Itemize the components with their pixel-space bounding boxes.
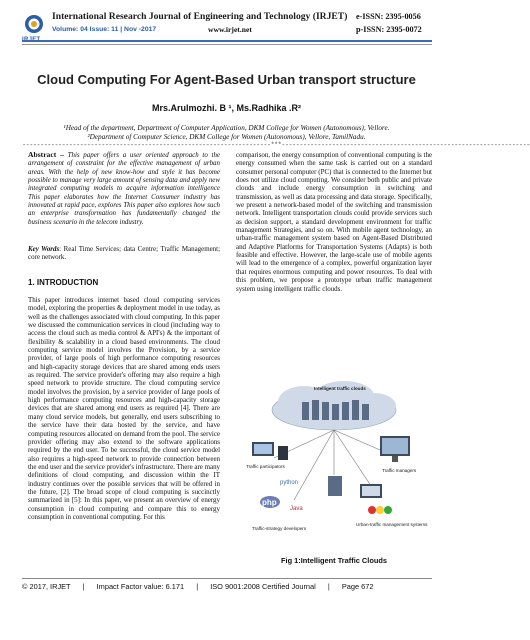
affiliation-1: ¹Head of the department, Department of Computer Application, DKM College for Women (Autonomous), Vellore.	[63, 124, 390, 132]
volume-line: Volume: 04 Issue: 11 | Nov -2017	[52, 26, 157, 33]
affiliation-2: ²Department of Computer Science, DKM College for Women (Autonomous), Vellore, TamilNadu.	[87, 133, 366, 141]
section-separator: ---------------------------------------------------------------------***---------------------------------------------------------------------	[22, 142, 530, 150]
paper-authors: Mrs.Arulmozhi. B ¹, Ms.Radhika .R²	[151, 103, 301, 113]
python-logo-label: python	[280, 480, 299, 486]
abstract-label: Abstract –	[28, 150, 64, 159]
irjet-logo	[24, 14, 44, 34]
footer-page: Page 672	[341, 582, 374, 591]
header-rule	[22, 40, 432, 42]
e-issn: e-ISSN: 2395-0056	[356, 12, 421, 21]
intelligent-traffic-clouds-figure	[244, 380, 428, 540]
clouds-label: Intelligent traffic clouds	[314, 386, 366, 391]
footer	[22, 582, 432, 591]
intro-text: This paper introduces internet based cloud computing services model, exploring the properties & deployment model in use today, as well as the challenges associated with cloud computing. In this paper we discussed the communication services in cloud (including way to access the cloud such as media control & API's) & the important of flexibility & scalability in a cloud based environments. The cloud computing service model involves the Provision, by a service provider, of large pools of high performance computing resources and high-capacity storage devices that are shared among ends users as required. The service provider's offering may also require a high speed network to provide structure. The cloud computing service model involves the provision, by a service provider of large pools of high performance computing resources and high-capacity storage devices that are shared among end users as required [4]. There are many cloud service models, but generally, end users subscribing to the service have their data hosted by the service, and have computing resources allocated on demand from the pool. The service provider offering may also extend to the software applications required by the end user. To be successful, the cloud service model also requires a high-speed network to provide connection between the end user and the service provider's infrastructure. There are many definitions of cloud computing, and discussion within the IT industry continues over the possible services that will be offered in the future, [2]. The broad scope of cloud computing is succinctly summarized in [5]: In this paper, we present an overview of energy consumption in cloud computing and compare this to energy consumption in conventional computing. For this	[28, 296, 221, 521]
footer-impact: Impact Factor value: 6.171	[96, 582, 185, 591]
right-column-text: comparison, the energy consumption of conventional computing is the energy consumed when the same task is carried out on a standard consumer personal computer (PC) that is connected to the Internet but does not utilize cloud computing. We consider both public and private clouds and include energy consumption in switching and transmission, as well as data processing and data storage. Specifically, we present a network-based model of the switching and transmission network. Intelligent transportation clouds could provide services such as decision support, a standard development environment for traffic management Strategies, and so on. With mobile agent technology, an urban-traffic management system based on Agent-Based Distributed and Adaptive Platforms for Transportation Systems (Adapts) is both feasible and effective. However, the large-scale use of mobile agents will lead to the emergence of a complex, powerful organization layer that requires enormous computing and power resources. To deal with this problem, we propose a prototype urban traffic management system using intelligent traffic clouds.	[236, 151, 432, 293]
managers-label: Traffic managers	[382, 468, 417, 473]
footer-sep-3: |	[327, 582, 330, 591]
intro-heading: 1. INTRODUCTION	[28, 278, 99, 287]
footer-copyright: © 2017, IRJET	[22, 582, 71, 591]
abstract-text: This paper offers a user oriented approach to the arrangement of constraint for the effective management of urban areas. With the help of new know-how and style it has become possible to manage very large amount of sensing data and apply new integrated computing models to acquire information intelligence This paper elaborates how the Internet Consumer industry has innovated at rapid pace, explores This paper also explores how such an enterprise transformation has fundamentally changed the business scenario in the telecom industry.	[28, 151, 221, 226]
traffic-system-icons	[328, 476, 392, 514]
participators-label: Traffic participators	[246, 464, 285, 469]
keywords-label: Key Words	[28, 245, 60, 253]
abstract	[28, 151, 220, 226]
footer-rule	[22, 578, 432, 579]
p-issn: p-ISSN: 2395-0072	[356, 25, 422, 34]
participator-devices	[252, 442, 288, 460]
manager-monitors	[380, 436, 410, 462]
php-logo-label: php	[262, 498, 277, 507]
footer-iso: ISO 9001:2008 Certified Journal	[210, 582, 316, 591]
website-link[interactable]: www.irjet.net	[208, 25, 252, 34]
paper-title: Cloud Computing For Agent-Based Urban transport structure	[37, 72, 416, 87]
footer-sep-1: |	[82, 582, 85, 591]
keywords	[28, 245, 220, 262]
developers-label: Traffic-strategy developers	[252, 526, 307, 531]
journal-name: International Research Journal of Engineering and Technology (IRJET)	[52, 11, 348, 22]
java-logo-label: Java	[290, 506, 303, 512]
systems-label: Urban-traffic management systems	[356, 522, 428, 527]
figure-caption: Fig 1:Intelligent Traffic Clouds	[281, 556, 387, 565]
keywords-text: : Real Time Services; data Centre; Traffic Management; core network.	[28, 245, 220, 262]
header-rule-thin	[22, 44, 432, 45]
footer-sep-2: |	[196, 582, 199, 591]
